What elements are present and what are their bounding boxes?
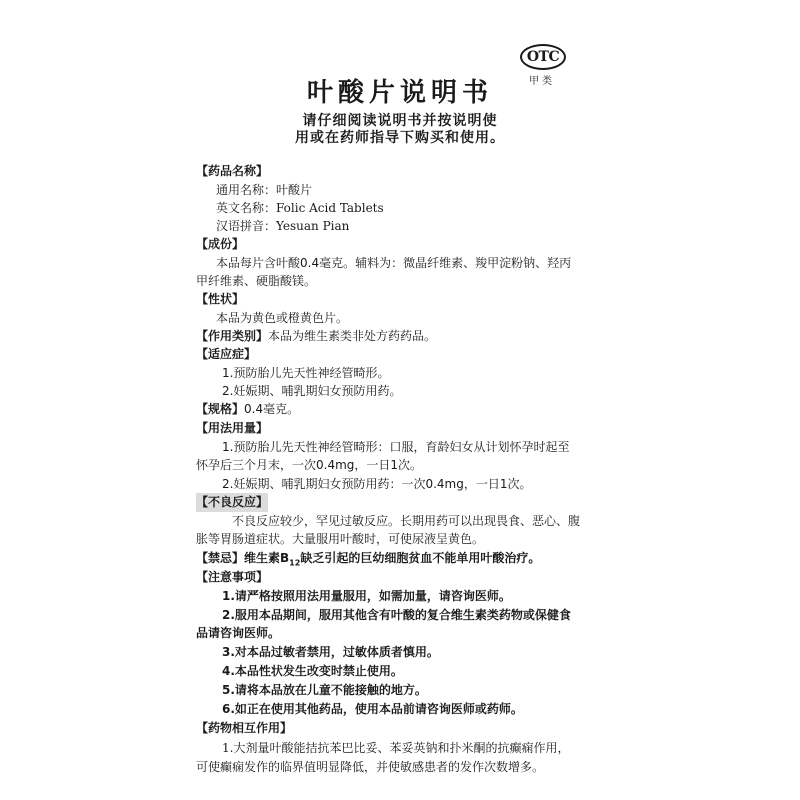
interactions-line-1: 1.大剂量叶酸能拮抗苯巴比妥、苯妥英钠和扑米酮的抗癫痫作用， <box>222 741 570 755</box>
section-heading-dosage: 【用法用量】 <box>196 421 269 435</box>
composition-line-2: 甲纤维素、硬脂酸镁。 <box>196 274 317 288</box>
spec-text: 0.4毫克。 <box>244 402 300 416</box>
section-heading-name: 【药品名称】 <box>196 164 269 178</box>
subtitle-line-1: 请仔细阅读说明书并按说明使 <box>302 113 498 129</box>
section-heading-contraindications: 【禁忌】 <box>196 551 245 565</box>
category-row <box>196 327 436 346</box>
precaution-line-6: 5.请将本品放在儿童不能接触的地方。 <box>222 683 427 697</box>
precaution-line-5: 4.本品性状发生改变时禁止使用。 <box>222 664 403 678</box>
precaution-line-1: 1.请严格按照用法用量服用，如需加量，请咨询医师。 <box>222 589 511 603</box>
generic-name: 通用名称：叶酸片 <box>216 183 313 197</box>
contraindications-pre: 维生素B <box>244 551 290 565</box>
spec-row <box>196 400 299 419</box>
otc-logo: OTC <box>520 44 566 70</box>
contraindications-subscript: 12 <box>289 558 301 568</box>
appearance-text: 本品为黄色或橙黄色片。 <box>216 311 349 325</box>
section-heading-adverse: 【不良反应】 <box>196 493 268 512</box>
page-title: 叶酸片说明书 <box>306 78 493 108</box>
section-heading-interactions: 【药物相互作用】 <box>196 721 293 735</box>
english-name: 英文名称：Folic Acid Tablets <box>216 201 384 215</box>
precaution-line-4: 3.对本品过敏者禁用，过敏体质者慎用。 <box>222 645 439 659</box>
precaution-line-3: 品请咨询医师。 <box>196 626 281 640</box>
pinyin-name: 汉语拼音：Yesuan Pian <box>216 219 350 233</box>
section-heading-category: 【作用类别】 <box>196 329 269 343</box>
composition-line-1: 本品每片含叶酸0.4毫克。辅料为：微晶纤维素、羧甲淀粉钠、羟丙 <box>216 256 572 270</box>
section-heading-composition: 【成份】 <box>196 237 245 251</box>
adverse-line-2: 胀等胃肠道症状。大量服用叶酸时，可使尿液呈黄色。 <box>196 532 485 546</box>
indication-item-2: 2.妊娠期、哺乳期妇女预防用药。 <box>222 384 402 398</box>
contraindications-post: 缺乏引起的巨幼细胞贫血不能单用叶酸治疗。 <box>300 551 541 565</box>
dosage-line-2: 怀孕后三个月末，一次0.4mg，一日1次。 <box>196 458 423 472</box>
category-text: 本品为维生素类非处方药药品。 <box>268 329 437 343</box>
subtitle-line-2: 用或在药师指导下购买和使用。 <box>295 130 505 146</box>
section-heading-indications: 【适应症】 <box>196 347 257 361</box>
section-heading-precautions: 【注意事项】 <box>196 570 269 584</box>
dosage-line-1: 1.预防胎儿先天性神经管畸形：口服，育龄妇女从计划怀孕时起至 <box>222 440 570 454</box>
adverse-line-1: 不良反应较少，罕见过敏反应。长期用药可以出现畏食、恶心、腹 <box>232 514 581 528</box>
precaution-line-7: 6.如正在使用其他药品，使用本品前请咨询医师或药师。 <box>222 702 523 716</box>
indication-item-1: 1.预防胎儿先天性神经管畸形。 <box>222 366 390 380</box>
interactions-line-2: 可使癫痫发作的临界值明显降低，并使敏感患者的发作次数增多。 <box>196 760 545 774</box>
dosage-line-3: 2.妊娠期、哺乳期妇女预防用药：一次0.4mg，一日1次。 <box>222 477 532 491</box>
precaution-line-2: 2.服用本品期间，服用其他含有叶酸的复合维生素类药物或保健食 <box>222 608 571 622</box>
section-heading-appearance: 【性状】 <box>196 292 245 306</box>
otc-class-label: 甲类 <box>529 76 555 87</box>
section-heading-spec: 【规格】 <box>196 402 245 416</box>
